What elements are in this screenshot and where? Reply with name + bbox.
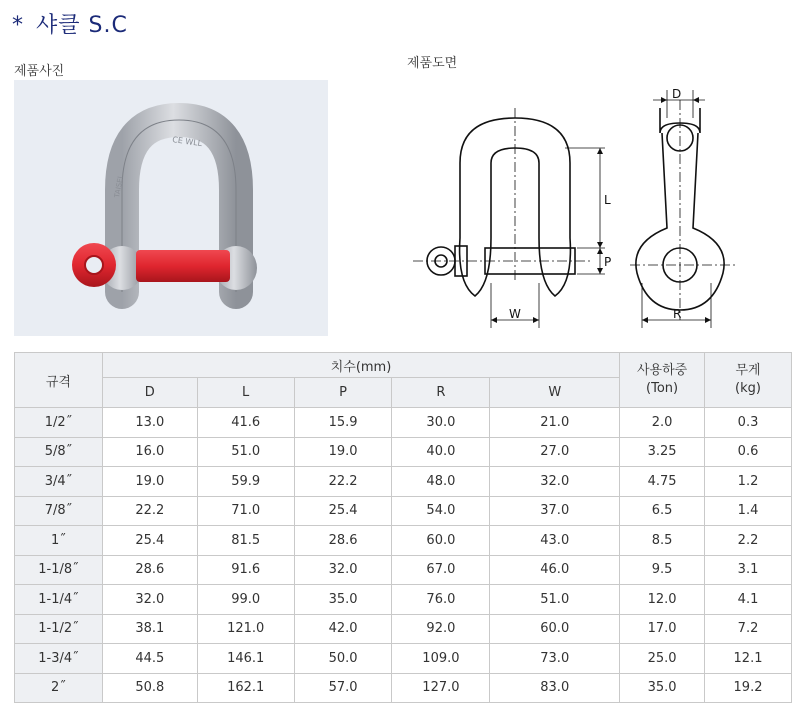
cell-weight: 2.2	[705, 526, 792, 556]
cell-weight: 12.1	[705, 644, 792, 674]
cell-load: 17.0	[620, 614, 705, 644]
cell-p: 50.0	[294, 644, 392, 674]
cell-l: 51.0	[197, 437, 294, 467]
cell-w: 73.0	[490, 644, 620, 674]
cell-weight: 3.1	[705, 555, 792, 585]
cell-w: 27.0	[490, 437, 620, 467]
cell-d: 50.8	[102, 673, 197, 703]
header-dim-D: D	[102, 378, 197, 408]
cell-size: 3/4˝	[15, 467, 103, 497]
cell-r: 48.0	[392, 467, 490, 497]
cell-l: 121.0	[197, 614, 294, 644]
cell-p: 42.0	[294, 614, 392, 644]
cell-size: 1-1/2˝	[15, 614, 103, 644]
cell-weight: 7.2	[705, 614, 792, 644]
cell-l: 71.0	[197, 496, 294, 526]
cell-size: 1-1/8˝	[15, 555, 103, 585]
table-row	[15, 673, 792, 703]
cell-load: 8.5	[620, 526, 705, 556]
cell-w: 60.0	[490, 614, 620, 644]
cell-p: 35.0	[294, 585, 392, 615]
table-row	[15, 555, 792, 585]
cell-d: 32.0	[102, 585, 197, 615]
cell-r: 54.0	[392, 496, 490, 526]
cell-p: 25.4	[294, 496, 392, 526]
drawing-label-W: W	[509, 307, 521, 321]
cell-d: 16.0	[102, 437, 197, 467]
cell-p: 22.2	[294, 467, 392, 497]
svg-text:TAISEI: TAISEI	[113, 175, 125, 199]
table-row	[15, 496, 792, 526]
cell-size: 1-1/4˝	[15, 585, 103, 615]
cell-w: 83.0	[490, 673, 620, 703]
cell-w: 32.0	[490, 467, 620, 497]
cell-l: 162.1	[197, 673, 294, 703]
product-photo	[14, 80, 328, 336]
cell-load: 3.25	[620, 437, 705, 467]
cell-l: 59.9	[197, 467, 294, 497]
cell-weight: 4.1	[705, 585, 792, 615]
header-load	[620, 353, 705, 408]
cell-size: 1-3/4˝	[15, 644, 103, 674]
title-text: 샤클 S.C	[36, 13, 128, 38]
svg-text:CE WLL: CE WLL	[171, 135, 203, 149]
cell-size: 5/8˝	[15, 437, 103, 467]
cell-d: 38.1	[102, 614, 197, 644]
header-dim-P: P	[294, 378, 392, 408]
cell-load: 35.0	[620, 673, 705, 703]
cell-l: 81.5	[197, 526, 294, 556]
cell-r: 30.0	[392, 408, 490, 438]
cell-size: 1˝	[15, 526, 103, 556]
cell-weight: 0.6	[705, 437, 792, 467]
header-dims: 치수(mm)	[102, 353, 619, 378]
table-row	[15, 585, 792, 615]
cell-l: 99.0	[197, 585, 294, 615]
header-dim-L: L	[197, 378, 294, 408]
cell-d: 13.0	[102, 408, 197, 438]
cell-load: 12.0	[620, 585, 705, 615]
cell-weight: 19.2	[705, 673, 792, 703]
cell-r: 60.0	[392, 526, 490, 556]
cell-d: 44.5	[102, 644, 197, 674]
header-load-line2: (Ton)	[646, 381, 679, 396]
cell-r: 67.0	[392, 555, 490, 585]
cell-r: 92.0	[392, 614, 490, 644]
cell-p: 19.0	[294, 437, 392, 467]
cell-w: 37.0	[490, 496, 620, 526]
cell-load: 6.5	[620, 496, 705, 526]
cell-w: 21.0	[490, 408, 620, 438]
drawing-label-D: D	[672, 88, 682, 101]
cell-r: 109.0	[392, 644, 490, 674]
cell-p: 57.0	[294, 673, 392, 703]
shackle-photo-image	[14, 80, 328, 336]
cell-weight: 1.4	[705, 496, 792, 526]
table-row	[15, 644, 792, 674]
cell-load: 9.5	[620, 555, 705, 585]
header-load-line1: 사용하중	[636, 363, 688, 378]
cell-l: 146.1	[197, 644, 294, 674]
cell-p: 32.0	[294, 555, 392, 585]
header-weight	[705, 353, 792, 408]
cell-w: 43.0	[490, 526, 620, 556]
cell-l: 41.6	[197, 408, 294, 438]
cell-w: 51.0	[490, 585, 620, 615]
drawing-label-R: R	[673, 307, 682, 321]
header-dim-R: R	[392, 378, 490, 408]
cell-load: 2.0	[620, 408, 705, 438]
table-row	[15, 467, 792, 497]
cell-weight: 0.3	[705, 408, 792, 438]
cell-d: 19.0	[102, 467, 197, 497]
cell-load: 25.0	[620, 644, 705, 674]
product-drawing	[405, 88, 795, 338]
spec-table-body	[15, 408, 792, 703]
photo-caption: 제품사진	[14, 64, 65, 79]
cell-p: 28.6	[294, 526, 392, 556]
header-dim-W: W	[490, 378, 620, 408]
cell-d: 25.4	[102, 526, 197, 556]
shackle-drawing-svg	[405, 88, 795, 338]
cell-load: 4.75	[620, 467, 705, 497]
cell-d: 28.6	[102, 555, 197, 585]
cell-r: 40.0	[392, 437, 490, 467]
table-row	[15, 437, 792, 467]
table-row	[15, 614, 792, 644]
cell-r: 127.0	[392, 673, 490, 703]
header-weight-line2: (kg)	[735, 381, 761, 396]
cell-size: 7/8˝	[15, 496, 103, 526]
cell-d: 22.2	[102, 496, 197, 526]
table-row	[15, 526, 792, 556]
cell-w: 46.0	[490, 555, 620, 585]
header-weight-line1: 무게	[735, 363, 761, 378]
cell-r: 76.0	[392, 585, 490, 615]
table-row	[15, 408, 792, 438]
cell-p: 15.9	[294, 408, 392, 438]
cell-l: 91.6	[197, 555, 294, 585]
title-star: *	[12, 13, 24, 38]
header-size: 규격	[15, 353, 103, 408]
drawing-label-L: L	[604, 193, 611, 207]
page-title	[12, 8, 128, 39]
cell-weight: 1.2	[705, 467, 792, 497]
drawing-label-P: P	[604, 255, 612, 269]
spec-table	[14, 352, 792, 703]
cell-size: 1/2˝	[15, 408, 103, 438]
cell-size: 2˝	[15, 673, 103, 703]
drawing-caption: 제품도면	[407, 56, 458, 71]
